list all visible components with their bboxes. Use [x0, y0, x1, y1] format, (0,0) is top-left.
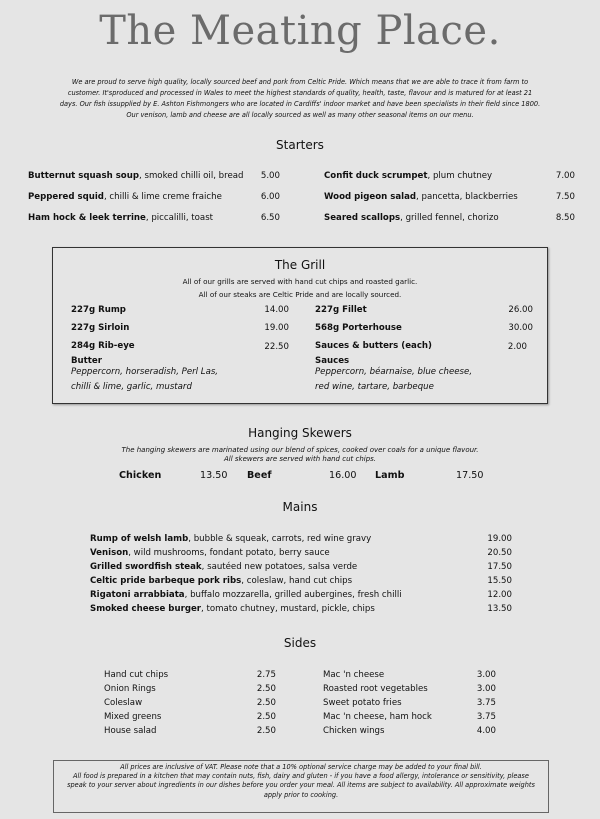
grill-heading: The Grill: [274, 258, 326, 272]
skewer-name: Lamb: [375, 470, 405, 481]
side-name: Roasted root vegetables: [323, 684, 428, 694]
side-name: Mac 'n cheese: [323, 670, 385, 680]
side-price: 2.50: [256, 684, 276, 694]
restaurant-title: The Meating Place.: [99, 8, 501, 54]
butter-options: Peppercorn, horseradish, Perl Las,: [71, 367, 219, 377]
item-desc: , bubble & squeak, carrots, red wine gravy: [188, 534, 372, 544]
item-desc: , buffalo mozzarella, grilled aubergines, fresh chilli: [184, 590, 402, 600]
item-price: 7.50: [555, 192, 575, 202]
sauces-label: Sauces: [315, 356, 350, 366]
menu-item: [90, 548, 330, 558]
item-price: 6.00: [260, 192, 280, 202]
item-name: Grilled swordfish steak: [90, 562, 202, 572]
item-desc: , sautéed new potatoes, salsa verde: [201, 562, 358, 572]
item-desc: , wild mushrooms, fondant potato, berry sauce: [128, 548, 330, 558]
skewer-price: 16.00: [329, 470, 357, 481]
item-desc: , chilli & lime creme fraiche: [103, 192, 222, 202]
item-name: Venison: [90, 548, 129, 558]
grill-item-price: 30.00: [508, 323, 533, 333]
item-desc: , tomato chutney, mustard, pickle, chips: [201, 604, 375, 614]
item-price: 7.00: [555, 171, 575, 181]
item-desc: , piccalilli, toast: [145, 213, 214, 223]
menu-item: [90, 590, 402, 600]
skewer-name: Chicken: [119, 470, 162, 481]
grill-item-price: 14.00: [264, 305, 289, 315]
side-name: Sweet potato fries: [323, 698, 402, 708]
grill-item-name: 568g Porterhouse: [315, 323, 402, 333]
item-name: Rigatoni arrabbiata: [90, 590, 185, 600]
side-name: Coleslaw: [104, 698, 143, 708]
item-price: 12.00: [487, 590, 512, 600]
item-desc: , grilled fennel, chorizo: [400, 213, 499, 223]
menu-item: [90, 576, 352, 586]
grill-item-name: 227g Sirloin: [71, 323, 130, 333]
item-price: 15.50: [487, 576, 512, 586]
item-name: Butternut squash soup: [28, 171, 139, 181]
skewer-price: 13.50: [200, 470, 228, 481]
side-name: House salad: [104, 726, 157, 736]
item-price: 19.00: [487, 534, 512, 544]
menu-item: [28, 213, 213, 223]
sauce-options: red wine, tartare, barbeque: [315, 382, 434, 392]
skewer-name: Beef: [247, 470, 272, 481]
skewers-heading: Hanging Skewers: [248, 426, 352, 440]
side-price: 2.50: [256, 712, 276, 722]
grill-subtitle: All of our grills are served with hand cut chips and roasted garlic.: [182, 277, 418, 286]
item-name: Celtic pride barbeque pork ribs: [90, 576, 242, 586]
menu-item: [28, 192, 222, 202]
side-name: Hand cut chips: [104, 670, 169, 680]
sides-heading: Sides: [283, 636, 317, 650]
item-price: 17.50: [487, 562, 512, 572]
intro-paragraph: We are proud to serve high quality, locally sourced beef and pork from Celtic Pride. Which means that we are able to trace it from farm to customer. It'sproduced and processed in Wales to meet the highest standards of quality, health, taste, flavour and is matured for at least 21 days. Our fish issupplied by E. Ashton Fishmongers who are located in Cardiffs' indoor market and have been specialists in their field since 1800. Our venison, lamb and cheese are all locally sourced as well as many other seasonal items on our menu.: [59, 78, 541, 119]
vat-notice: All prices are inclusive of VAT. Please note that a 10% optional service charge may be added to your final bill.: [120, 763, 482, 771]
item-price: 5.00: [260, 171, 280, 181]
item-name: Confit duck scrumpet: [324, 171, 428, 181]
side-name: Chicken wings: [323, 726, 385, 736]
item-name: Smoked cheese burger: [90, 604, 202, 614]
item-price: 20.50: [487, 548, 512, 558]
item-desc: , pancetta, blackberries: [416, 192, 518, 202]
item-price: 6.50: [260, 213, 280, 223]
grill-item-name: 284g Rib-eye: [71, 341, 135, 351]
side-price: 3.75: [476, 712, 496, 722]
grill-item-price: 19.00: [264, 323, 289, 333]
skewers-description: The hanging skewers are marinated using our blend of spices, cooked over coals for a unique flavour.: [121, 446, 479, 454]
side-price: 2.75: [256, 670, 276, 680]
menu-item: [90, 562, 357, 572]
grill-item-price: 22.50: [264, 342, 289, 352]
side-name: Onion Rings: [104, 684, 156, 694]
side-price: 3.00: [476, 684, 496, 694]
sauce-options: Peppercorn, béarnaise, blue cheese,: [315, 367, 473, 377]
side-price: 2.50: [256, 726, 276, 736]
grill-section: [52, 247, 548, 404]
item-name: Peppered squid: [28, 192, 104, 202]
item-desc: , coleslaw, hand cut chips: [241, 576, 353, 586]
skewers-description: All skewers are served with hand cut chips.: [223, 455, 377, 463]
item-name: Rump of welsh lamb: [90, 534, 189, 544]
side-price: 4.00: [476, 726, 496, 736]
grill-item-price: 2.00: [507, 342, 527, 352]
grill-item-name: 227g Fillet: [315, 305, 367, 315]
item-name: Seared scallops: [324, 213, 401, 223]
grill-item-name: 227g Rump: [71, 305, 126, 315]
skewer-price: 17.50: [456, 470, 484, 481]
mains-heading: Mains: [282, 500, 318, 514]
menu-item: [324, 213, 499, 223]
item-price: 8.50: [555, 213, 575, 223]
item-desc: , smoked chilli oil, bread: [139, 171, 244, 181]
grill-item-price: 26.00: [508, 305, 533, 315]
menu-item: [28, 171, 243, 181]
side-price: 3.00: [476, 670, 496, 680]
item-desc: , plum chutney: [427, 171, 493, 181]
menu-item: [324, 192, 518, 202]
item-price: 13.50: [487, 604, 512, 614]
grill-item-name: Sauces & butters (each): [315, 341, 432, 351]
allergen-notice: All food is prepared in a kitchen that may contain nuts, fish, dairy and gluten - if you have a food allergy, intolerance or sensitivity, please speak to your server about ingredients in our dishes before you order your meal. All items are subject to availability. All approximate weights apply prior to cooking.: [67, 772, 535, 799]
menu-item: [90, 534, 371, 544]
grill-subtitle: All of our steaks are Celtic Pride and are locally sourced.: [198, 290, 402, 299]
butter-label: Butter: [71, 356, 102, 366]
side-price: 3.75: [476, 698, 496, 708]
item-name: Ham hock & leek terrine: [28, 213, 146, 223]
side-price: 2.50: [256, 698, 276, 708]
item-name: Wood pigeon salad: [324, 192, 417, 202]
menu-item: [324, 171, 492, 181]
footer-notice: [53, 760, 549, 813]
menu-item: [90, 604, 375, 614]
side-name: Mixed greens: [104, 712, 162, 722]
butter-options: chilli & lime, garlic, mustard: [71, 382, 192, 392]
starters-heading: Starters: [276, 138, 324, 152]
side-name: Mac 'n cheese, ham hock: [323, 712, 432, 722]
